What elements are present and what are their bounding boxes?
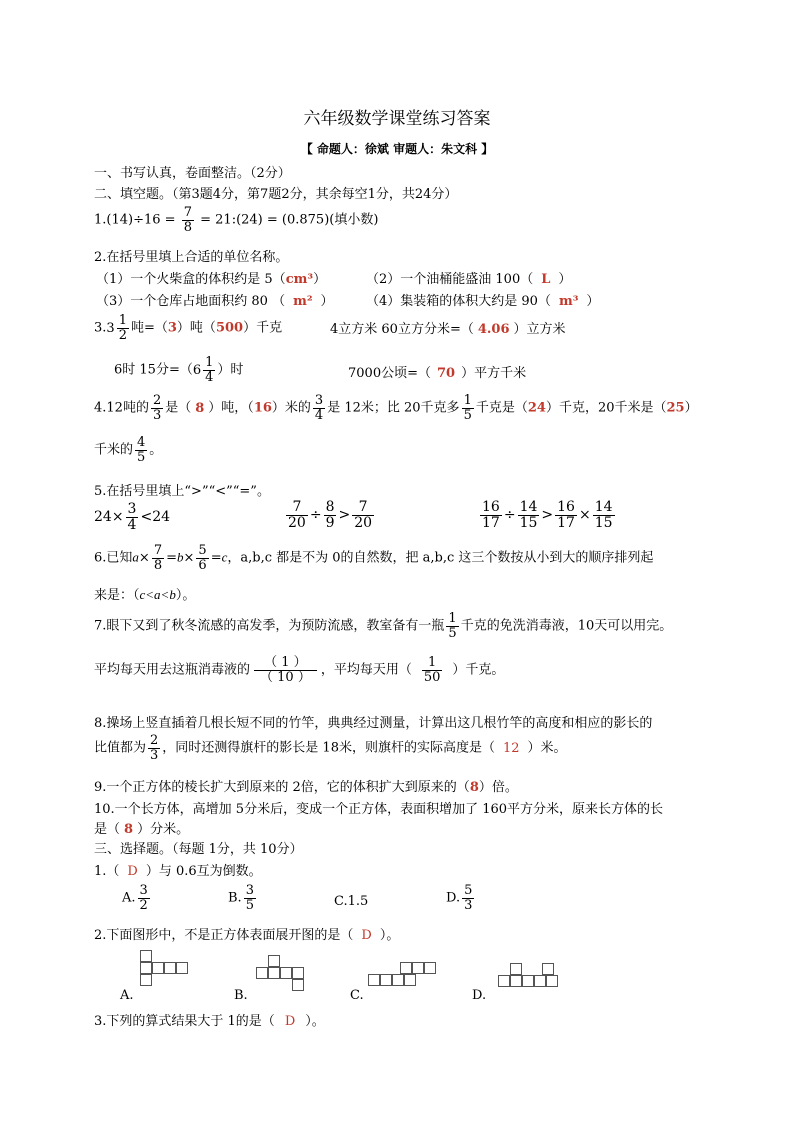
choice-2: 2.下面图形中，不是正方体表面展开图的是（ D ）。	[94, 928, 400, 943]
choice-1-option-c: C.1.5	[334, 894, 369, 909]
question-4-line-1: 4.12吨的 $\frac{2}{3}$ 是（ 8 ）吨，（16）米的 $\frac{3}{4}$ 是 12米；比 20千克多 $\frac{1}{5}$ 千克是（24）千克，20千米是（25）	[94, 393, 698, 423]
question-8-line-2: 比值都为 $\frac{2}{3}$ ，同时还测得旗杆的影长是 18米，则旗杆的实际高度是（ 12 ）米。	[94, 733, 567, 763]
question-9: 9.一个正方体的棱长扩大到原来的 2倍，它的体积扩大到原来的（8）倍。	[94, 780, 518, 795]
question-3-d: 7000公顷=（ 70 ）平方千米	[348, 366, 527, 381]
choice-1: 1.（ D ）与 0.6互为倒数。	[94, 864, 262, 879]
question-10-line-2: 是（ 8 ）分米。	[94, 822, 190, 837]
question-2-item-3: （3）一个仓库占地面积约 80 （ m² ）	[96, 294, 334, 309]
question-4-line-2: 千米的 $\frac{4}{5}$ 。	[94, 435, 163, 465]
question-5-expr-2: $\frac{7}{20}$ ÷ $\frac{8}{9}$ > $\frac{7}{20}$	[288, 499, 373, 531]
question-5-expr-1: 24× $\frac{3}{4}$ <24	[94, 501, 171, 533]
question-3-b: 4立方米 60立方分米=（ 4.06 ）立方米	[330, 322, 566, 337]
question-10-line-1: 10.一个长方体，高增加 5分米后，变成一个正方体，表面积增加了 160平方分米，原来长方体的长	[94, 802, 664, 817]
cube-net-label-b: B.	[234, 988, 248, 1003]
cube-net-label-a: A.	[120, 988, 134, 1003]
question-5-expr-3: $\frac{16}{17}$ ÷ $\frac{14}{15}$ > $\frac{16}{17}$ × $\frac{14}{15}$	[482, 499, 613, 531]
question-6-line-1: 6.已知a× $\frac{7}{8}$ =b× $\frac{5}{6}$ =c，a,b,c 都是不为 0的自然数，把 a,b,c 这三个数按从小到大的顺序排列起	[94, 543, 654, 573]
fraction: $\frac{7}{8}$	[183, 205, 192, 235]
choice-1-option-a: A. $\frac{3}{2}$	[122, 883, 148, 913]
question-3-c: 6时 15分=（ 6 $\frac{1}{4}$ ）时	[114, 355, 244, 385]
section-3-heading: 三、选择题。（每题 1分，共 10分）	[94, 842, 303, 857]
question-5-title: 5.在括号里填上“>”“<”“=”。	[94, 484, 270, 499]
section-1-heading: 一、书写认真，卷面整洁。（2分）	[94, 166, 291, 181]
choice-1-option-b: B. $\frac{3}{5}$	[228, 883, 254, 913]
choice-1-option-d: D. $\frac{5}{3}$	[446, 883, 473, 913]
question-1: 1.(14)÷16 = $\frac{7}{8}$ = 21:(24) = (0.875)(填小数)	[94, 205, 379, 235]
question-3-a: 3. 3 $\frac{1}{2}$ 吨=（3）吨（500）千克	[94, 313, 283, 343]
question-2-title: 2.在括号里填上合适的单位名称。	[94, 250, 289, 265]
cube-net-label-c: C.	[350, 988, 364, 1003]
question-7-line-1: 7.眼下又到了秋冬流感的高发季，为预防流感，教室备有一瓶 $\frac{1}{5}$ 千克的免洗消毒液，10天可以用完。	[94, 611, 673, 641]
section-2-heading: 二、填空题。（第3题4分，第7题2分，其余每空1分，共24分）	[94, 187, 458, 202]
authors-line: 【 命题人：徐斌 审题人：朱文科 】	[300, 142, 494, 156]
page-title: 六年级数学课堂练习答案	[303, 109, 491, 129]
question-6-line-2: 来是：（c<a<b）。	[94, 587, 196, 603]
choice-3: 3.下列的算式结果大于 1的是（ D ）。	[94, 1014, 325, 1029]
question-2-item-2: （2）一个油桶能盛油 100（ L ）	[366, 272, 572, 287]
cube-net-label-d: D.	[472, 988, 487, 1003]
question-7-line-2: 平均每天用去这瓶消毒液的 $\frac{( 1 )}{( 10 )}$ ，平均每天用（ $\frac{1}{50}$ ）千克。	[94, 655, 505, 685]
question-2-item-1: （1）一个火柴盒的体积约是 5（cm³）	[96, 272, 327, 287]
question-8-line-1: 8.操场上竖直插着几根长短不同的竹竿，典典经过测量，计算出这几根竹竿的高度和相应的影长的	[94, 716, 653, 731]
question-2-item-4: （4）集装箱的体积大约是 90（ m³ ）	[366, 294, 600, 309]
